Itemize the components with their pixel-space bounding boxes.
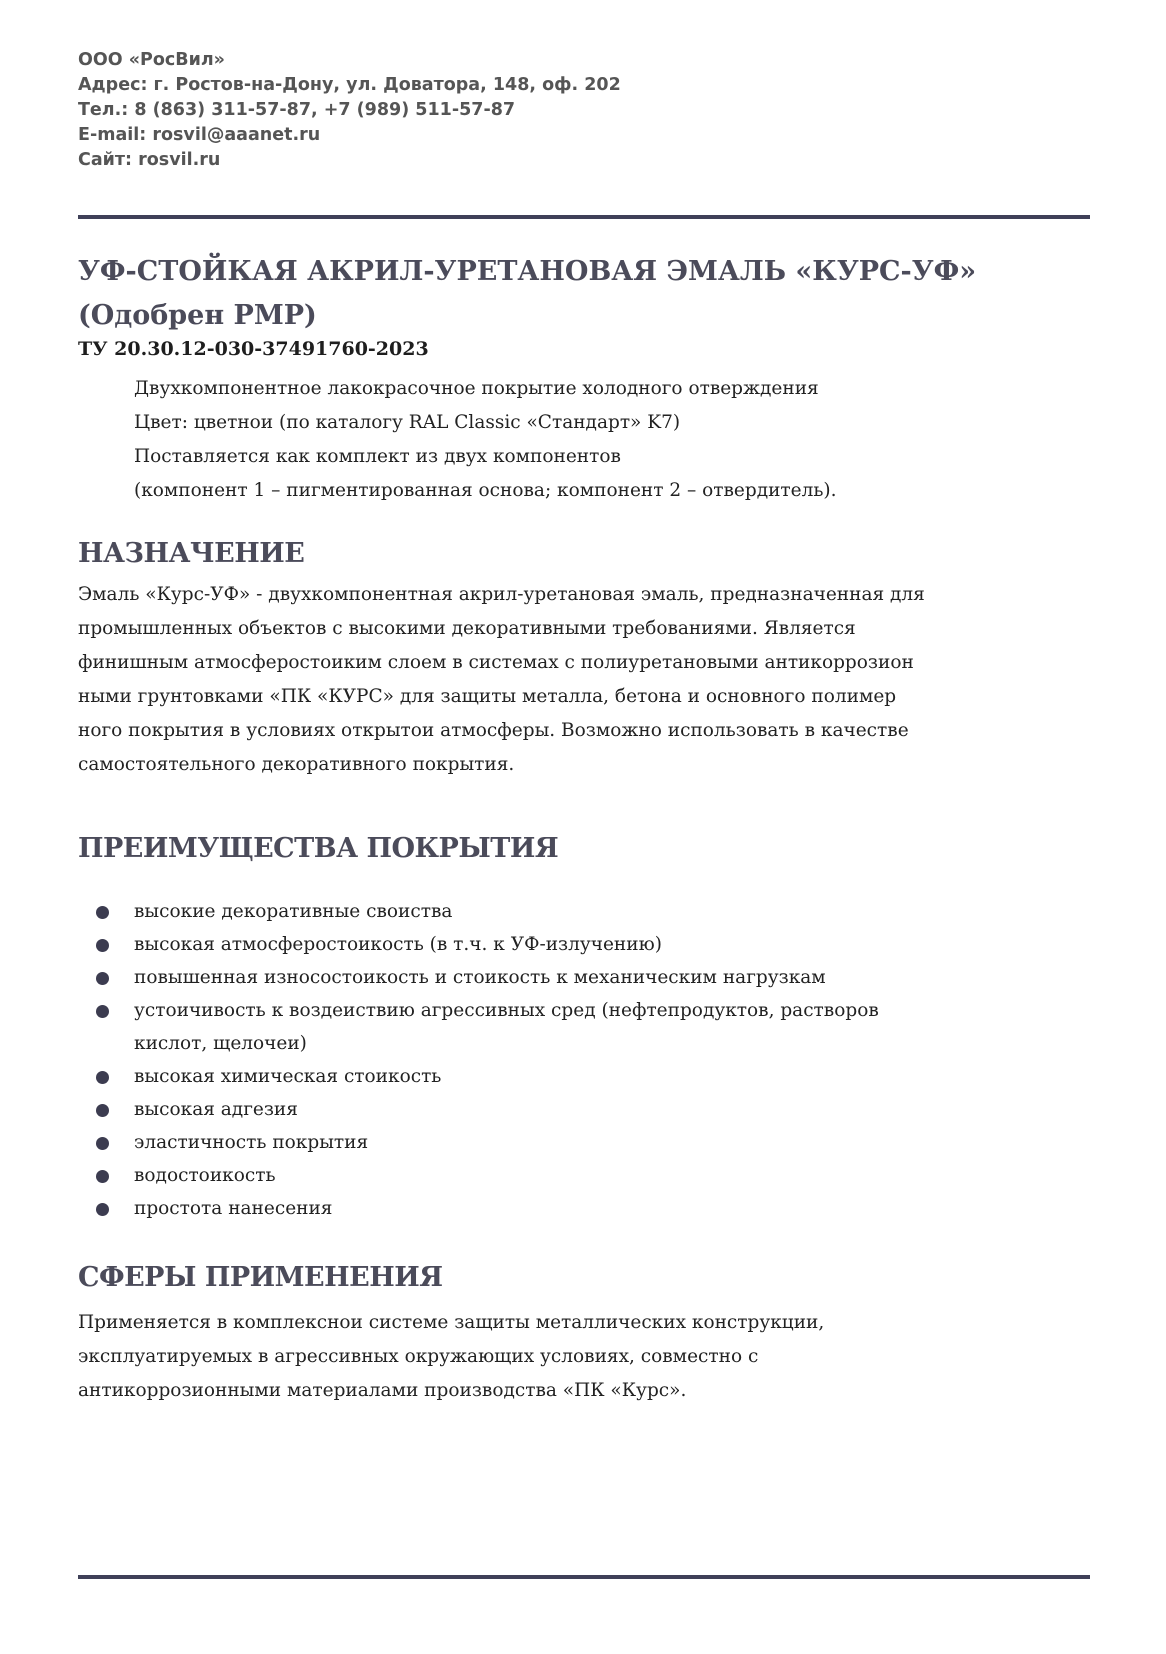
applications-line: Применяется в комплекснои системе защиты металлических конструкции, bbox=[78, 1312, 825, 1333]
list-item bbox=[96, 1192, 1076, 1225]
list-item bbox=[96, 1126, 1076, 1159]
bullet-icon bbox=[96, 1071, 109, 1084]
bullet-icon bbox=[96, 1137, 109, 1150]
benefit-text: повышенная износостоикость и стоикость к механическим нагрузкам bbox=[134, 967, 826, 988]
company-info bbox=[78, 48, 621, 173]
company-phone: Тел.: 8 (863) 311-57-87, +7 (989) 511-57-87 bbox=[78, 100, 516, 120]
product-title-line1: УФ-СТОЙКАЯ АКРИЛ-УРЕТАНОВАЯ ЭМАЛЬ «КУРС-УФ» bbox=[78, 256, 977, 287]
list-item bbox=[96, 1159, 1076, 1192]
bullet-icon bbox=[96, 1005, 109, 1018]
benefit-text: простота нанесения bbox=[134, 1198, 333, 1219]
company-address: Адрес: г. Ростов-на-Дону, ул. Доватора, 148, оф. 202 bbox=[78, 75, 621, 95]
list-item bbox=[96, 961, 1076, 994]
list-item bbox=[96, 1093, 1076, 1126]
bullet-icon bbox=[96, 906, 109, 919]
applications-line: эксплуатируемых в агрессивных окружающих условиях, совместно с bbox=[78, 1346, 759, 1367]
purpose-text bbox=[78, 578, 1078, 782]
product-title-line2: (Одобрен РМР) bbox=[78, 300, 317, 331]
bullet-icon bbox=[96, 1104, 109, 1117]
benefit-text: высокая адгезия bbox=[134, 1099, 298, 1120]
benefit-text-continuation: кислот, щелочеи) bbox=[134, 1033, 307, 1054]
list-item bbox=[96, 928, 1076, 961]
benefit-text: высокая атмосферостоикость (в т.ч. к УФ-излучению) bbox=[134, 934, 662, 955]
benefit-text: водостоикость bbox=[134, 1165, 276, 1186]
company-site: Сайт: rosvil.ru bbox=[78, 150, 221, 170]
purpose-heading: НАЗНАЧЕНИЕ bbox=[78, 538, 305, 569]
product-intro bbox=[134, 372, 837, 508]
purpose-line: финишным атмосферостоиким слоем в системах с полиуретановыми антикоррозион bbox=[78, 652, 914, 673]
company-email: E-mail: rosvil@aaanet.ru bbox=[78, 125, 321, 145]
bullet-icon bbox=[96, 1170, 109, 1183]
list-item bbox=[96, 895, 1076, 928]
benefit-text: высокие декоративные своиства bbox=[134, 901, 453, 922]
intro-line: Двухкомпонентное лакокрасочное покрытие холодного отверждения bbox=[134, 378, 819, 399]
company-name: ООО «РосВил» bbox=[78, 50, 225, 70]
list-item bbox=[96, 994, 1076, 1060]
benefit-text: высокая химическая стоикость bbox=[134, 1066, 442, 1087]
purpose-line: промышленных объектов с высокими декоративными требованиями. Является bbox=[78, 618, 856, 639]
benefit-text: устоичивость к воздеиствию агрессивных сред (нефтепродуктов, растворов bbox=[134, 1000, 879, 1021]
applications-line: антикоррозионными материалами производства «ПК «Курс». bbox=[78, 1380, 687, 1401]
intro-line: Поставляется как комплект из двух компонентов bbox=[134, 446, 621, 467]
purpose-line: ного покрытия в условиях открытои атмосферы. Возможно использовать в качестве bbox=[78, 720, 909, 741]
purpose-line: самостоятельного декоративного покрытия. bbox=[78, 754, 515, 775]
product-tu: ТУ 20.30.12-030-37491760-2023 bbox=[78, 338, 429, 360]
bullet-icon bbox=[96, 939, 109, 952]
intro-line: Цвет: цветнои (по каталогу RAL Classic «Стандарт» K7) bbox=[134, 412, 681, 433]
header-divider bbox=[78, 215, 1090, 219]
list-item bbox=[96, 1060, 1076, 1093]
benefit-text: эластичность покрытия bbox=[134, 1132, 369, 1153]
bullet-icon bbox=[96, 972, 109, 985]
purpose-line: ными грунтовками «ПК «КУРС» для защиты металла, бетона и основного полимер bbox=[78, 686, 897, 707]
product-title bbox=[78, 250, 976, 338]
benefits-heading: ПРЕИМУЩЕСТВА ПОКРЫТИЯ bbox=[78, 833, 559, 864]
applications-heading: СФЕРЫ ПРИМЕНЕНИЯ bbox=[78, 1262, 443, 1293]
applications-text bbox=[78, 1306, 1078, 1408]
intro-line: (компонент 1 – пигментированная основа; компонент 2 – отвердитель). bbox=[134, 480, 837, 501]
benefits-list bbox=[96, 895, 1076, 1225]
footer-divider bbox=[78, 1575, 1090, 1579]
bullet-icon bbox=[96, 1203, 109, 1216]
purpose-line: Эмаль «Курс-УФ» - двухкомпонентная акрил-уретановая эмаль, предназначенная для bbox=[78, 584, 925, 605]
